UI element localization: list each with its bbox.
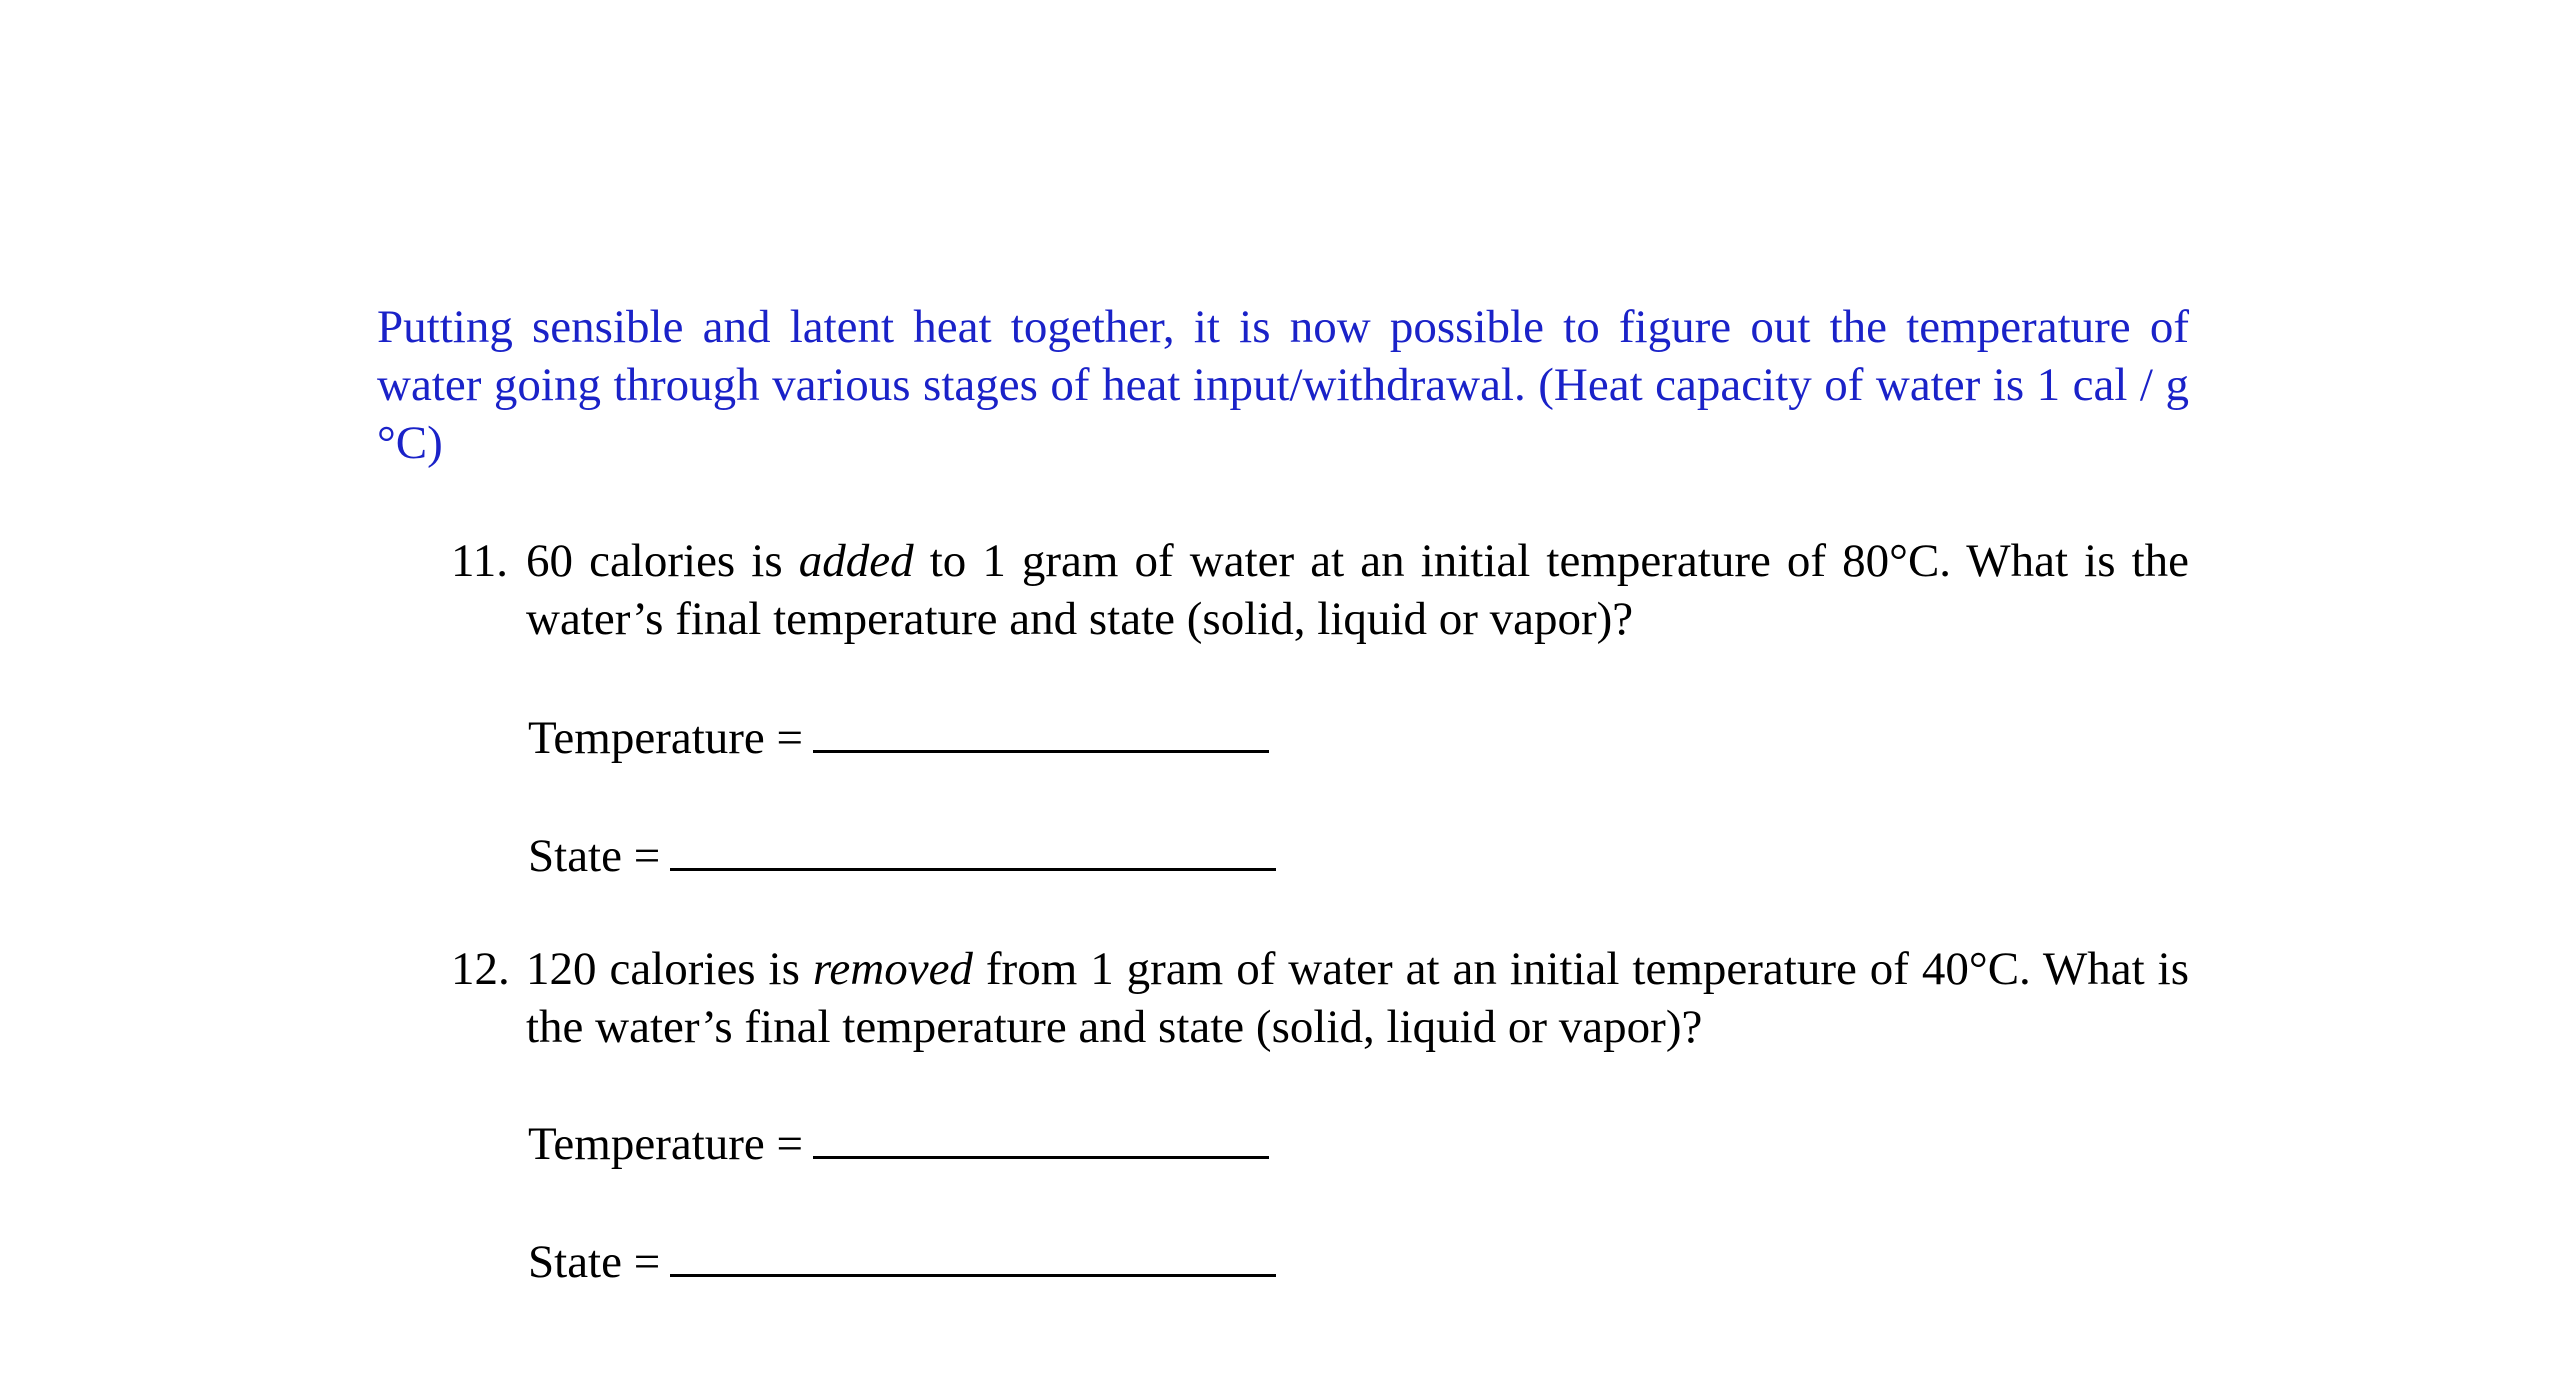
state-answer-11 bbox=[528, 827, 1276, 885]
question-emphasis: added bbox=[798, 535, 914, 587]
temperature-label: Temperature = bbox=[528, 1118, 804, 1170]
question-text-before: 120 calories is bbox=[526, 943, 813, 995]
question-number: 11. bbox=[451, 535, 509, 587]
question-12 bbox=[451, 940, 2189, 1056]
state-label: State = bbox=[528, 1236, 661, 1288]
question-text bbox=[526, 532, 2189, 648]
question-number: 12. bbox=[451, 943, 510, 995]
question-text-after: from 1 gram of water at an initial temperature of 40°C. What is the water’s final temperature and state (solid, liquid or vapor)? bbox=[526, 943, 2189, 1053]
temperature-label: Temperature = bbox=[528, 712, 804, 764]
state-blank[interactable] bbox=[670, 838, 1276, 871]
question-text-before: 60 calories is bbox=[526, 535, 799, 587]
temperature-answer-11 bbox=[528, 709, 1269, 767]
question-text-after: to 1 gram of water at an initial temperature of 80°C. What is the water’s final temperature and state (solid, liquid or vapor)? bbox=[526, 535, 2189, 645]
state-answer-12 bbox=[528, 1233, 1276, 1291]
temperature-blank[interactable] bbox=[813, 720, 1269, 753]
question-text bbox=[526, 940, 2189, 1056]
state-blank[interactable] bbox=[670, 1244, 1276, 1277]
question-11 bbox=[451, 532, 2189, 648]
question-emphasis: removed bbox=[812, 943, 973, 995]
temperature-blank[interactable] bbox=[813, 1126, 1269, 1159]
state-label: State = bbox=[528, 830, 661, 882]
temperature-answer-12 bbox=[528, 1115, 1269, 1173]
intro-paragraph: Putting sensible and latent heat together, it is now possible to figure out the temperature of water going through various stages of heat input/withdrawal. (Heat capacity of water is 1 cal / g °C) bbox=[377, 301, 2189, 469]
